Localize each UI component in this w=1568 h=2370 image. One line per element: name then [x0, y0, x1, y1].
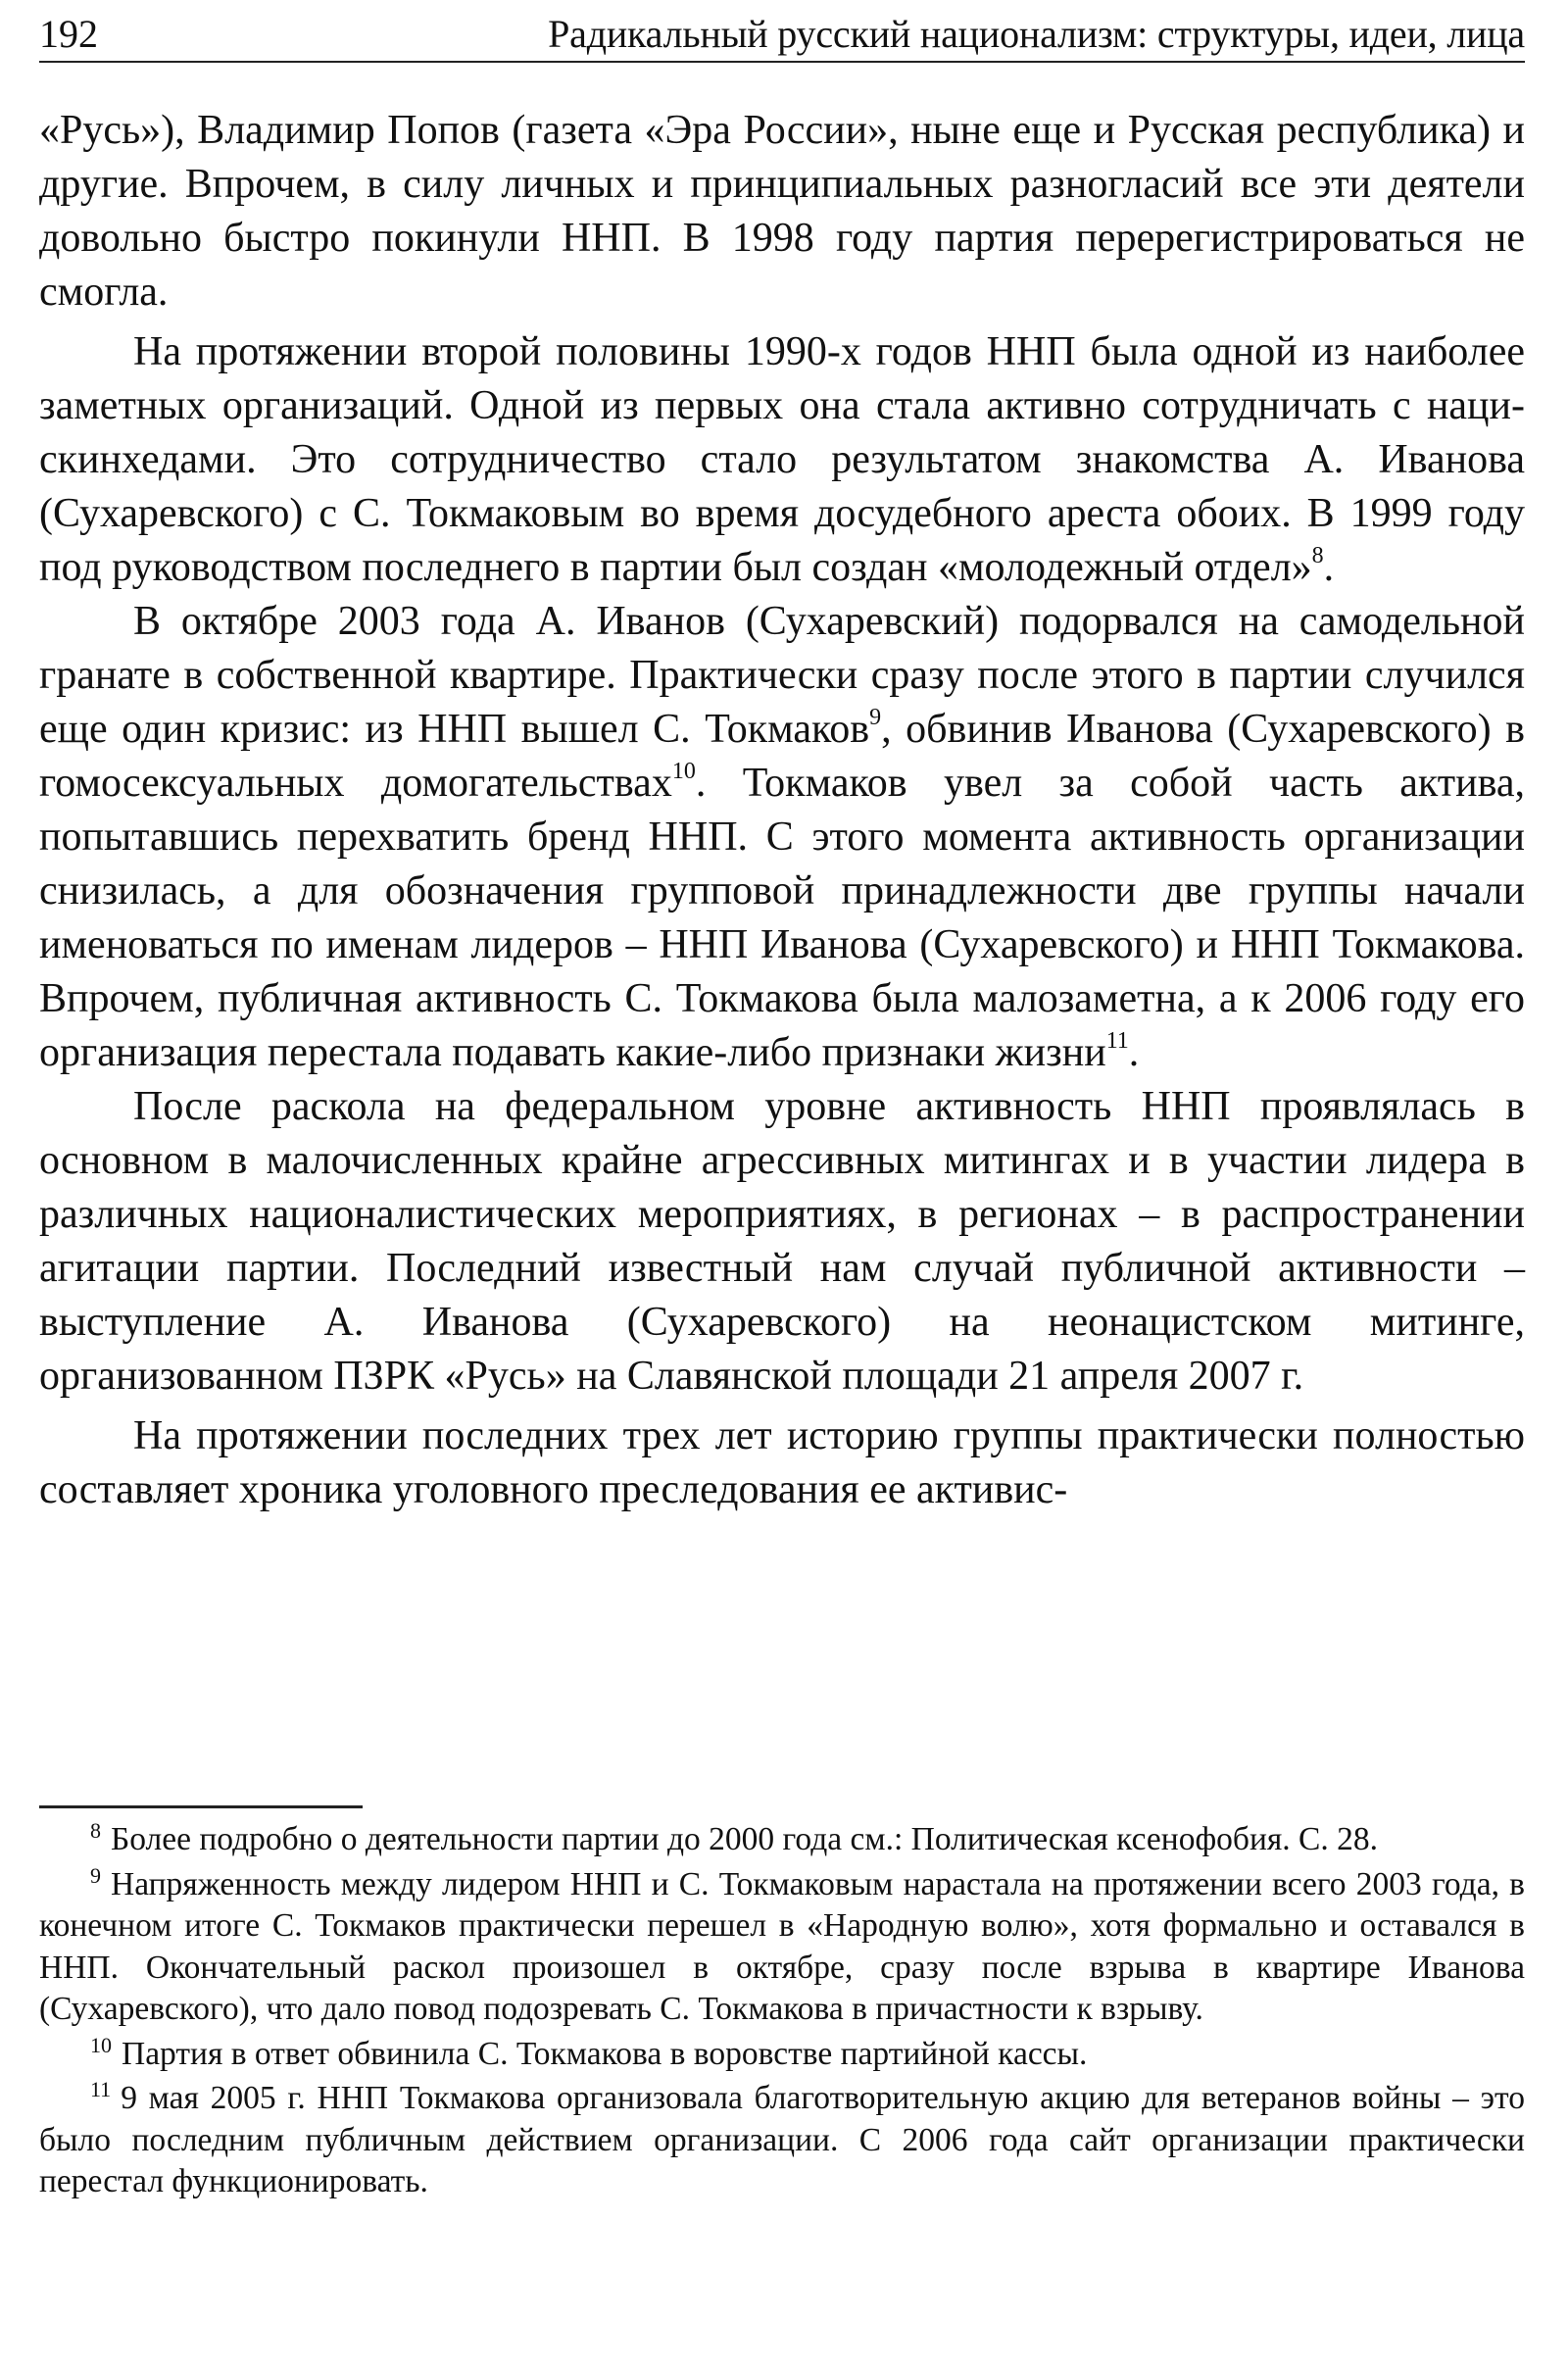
footnote-reference[interactable]: 9: [869, 705, 882, 730]
paragraph-text: В октябре 2003 года А. Иванов (Сухаревский) подорвался на самодельной гранате в собственной квартире. Практически сразу после этого в партии случился еще один кризис: из ННП вышел С. Токмаков: [39, 599, 1525, 752]
paragraph-text-tail: .: [1323, 545, 1335, 590]
main-text: [39, 104, 1525, 1517]
footnote-8: [39, 1819, 1525, 1861]
footnote-10: [39, 2034, 1525, 2076]
paragraph-5: [39, 1409, 1525, 1517]
paragraph-text: «Русь»), Владимир Попов (газета «Эра России», ныне еще и Русская республика) и другие. Впрочем, в силу личных и принципиальных разногласий все эти деятели довольно быстро покинули ННП. В 1998 году партия перерегистрироваться не смогла.: [39, 108, 1525, 315]
footnote-number: 8: [90, 1818, 101, 1843]
book-page: [39, 0, 1525, 2370]
running-title: Радикальный русский национализм: структуры, идеи, лица: [548, 12, 1525, 56]
footnote-separator: [39, 1805, 363, 1808]
paragraph-3: [39, 595, 1525, 1080]
paragraph-2: [39, 325, 1525, 595]
page-number: 192: [39, 12, 98, 56]
paragraph-text: После раскола на федеральном уровне активность ННП проявлялась в основном в малочисленных крайне агрессивных митингах и в участии лидера в различных националистических мероприятиях, в регионах – в распространении агитации партии. Последний известный нам случай публичной активности – выступление А. Иванова (Сухаревского) на неонацистском митинге, организованном ПЗРК «Русь» на Славянской площади 21 апреля 2007 г.: [39, 1084, 1525, 1399]
paragraph-text-after: . Токмаков увел за собой часть актива, попытавшись перехватить бренд ННП. С этого момента активность организации снизилась, а для обозначения групповой принадлежности две группы начали именоваться по именам лидеров – ННП Иванова (Сухаревского) и ННП Токмакова. Впрочем, публичная активность С. Токмакова была малозаметна, а к 2006 году его организация перестала подавать какие-либо признаки жизни: [39, 761, 1525, 1075]
footnote-text: Более подробно о деятельности партии до 2000 года см.: Политическая ксенофобия. С. 28.: [111, 1821, 1379, 1857]
footnote-number: 10: [90, 2032, 112, 2057]
footnote-number: 9: [90, 1862, 101, 1888]
running-header: [39, 6, 1525, 63]
footnote-number: 11: [90, 2077, 112, 2101]
paragraph-4: [39, 1080, 1525, 1404]
paragraph-text-middle: , обвинив Иванова (Сухаревского) в гомосексуальных домогательствах: [39, 707, 1526, 806]
footnote-reference[interactable]: 8: [1311, 543, 1324, 568]
footnote-9: [39, 1864, 1525, 2031]
paragraph-text: На протяжении последних трех лет историю группы практически полностью составляет хроника уголовного преследования ее активис-: [39, 1413, 1525, 1512]
footnote-text: Партия в ответ обвинила С. Токмакова в воровстве партийной кассы.: [122, 2035, 1088, 2072]
footnote-11: [39, 2078, 1525, 2203]
footnotes-section: [39, 1819, 1525, 2206]
footnote-text: Напряженность между лидером ННП и С. Токмаковым нарастала на протяжении всего 2003 года, в конечном итоге С. Токмаков практически перешел в «Народную волю», хотя формально и оставался в ННП. Окончательный раскол произошел в октябре, сразу после взрыва в квартире Иванова (Сухаревского), что дало повод подозревать С. Токмакова в причастности к взрыву.: [39, 1865, 1525, 2027]
footnote-text: 9 мая 2005 г. ННП Токмакова организовала благотворительную акцию для ветеранов войны – это было последним публичным действием организации. С 2006 года сайт организации практически перестал функционировать.: [39, 2080, 1525, 2199]
paragraph-1: [39, 104, 1525, 320]
paragraph-text: На протяжении второй половины 1990-х годов ННП была одной из наиболее заметных организаций. Одной из первых она стала активно сотрудничать с наци-скинхедами. Это сотрудничество стало результатом знакомства А. Иванова (Сухаревского) с С. Токмаковым во время досудебного ареста обоих. В 1999 году под руководством последнего в партии был создан «молодежный отдел»: [39, 329, 1525, 590]
footnote-reference[interactable]: 11: [1105, 1028, 1129, 1054]
paragraph-text-tail: .: [1128, 1030, 1140, 1075]
footnote-reference[interactable]: 10: [671, 759, 696, 784]
